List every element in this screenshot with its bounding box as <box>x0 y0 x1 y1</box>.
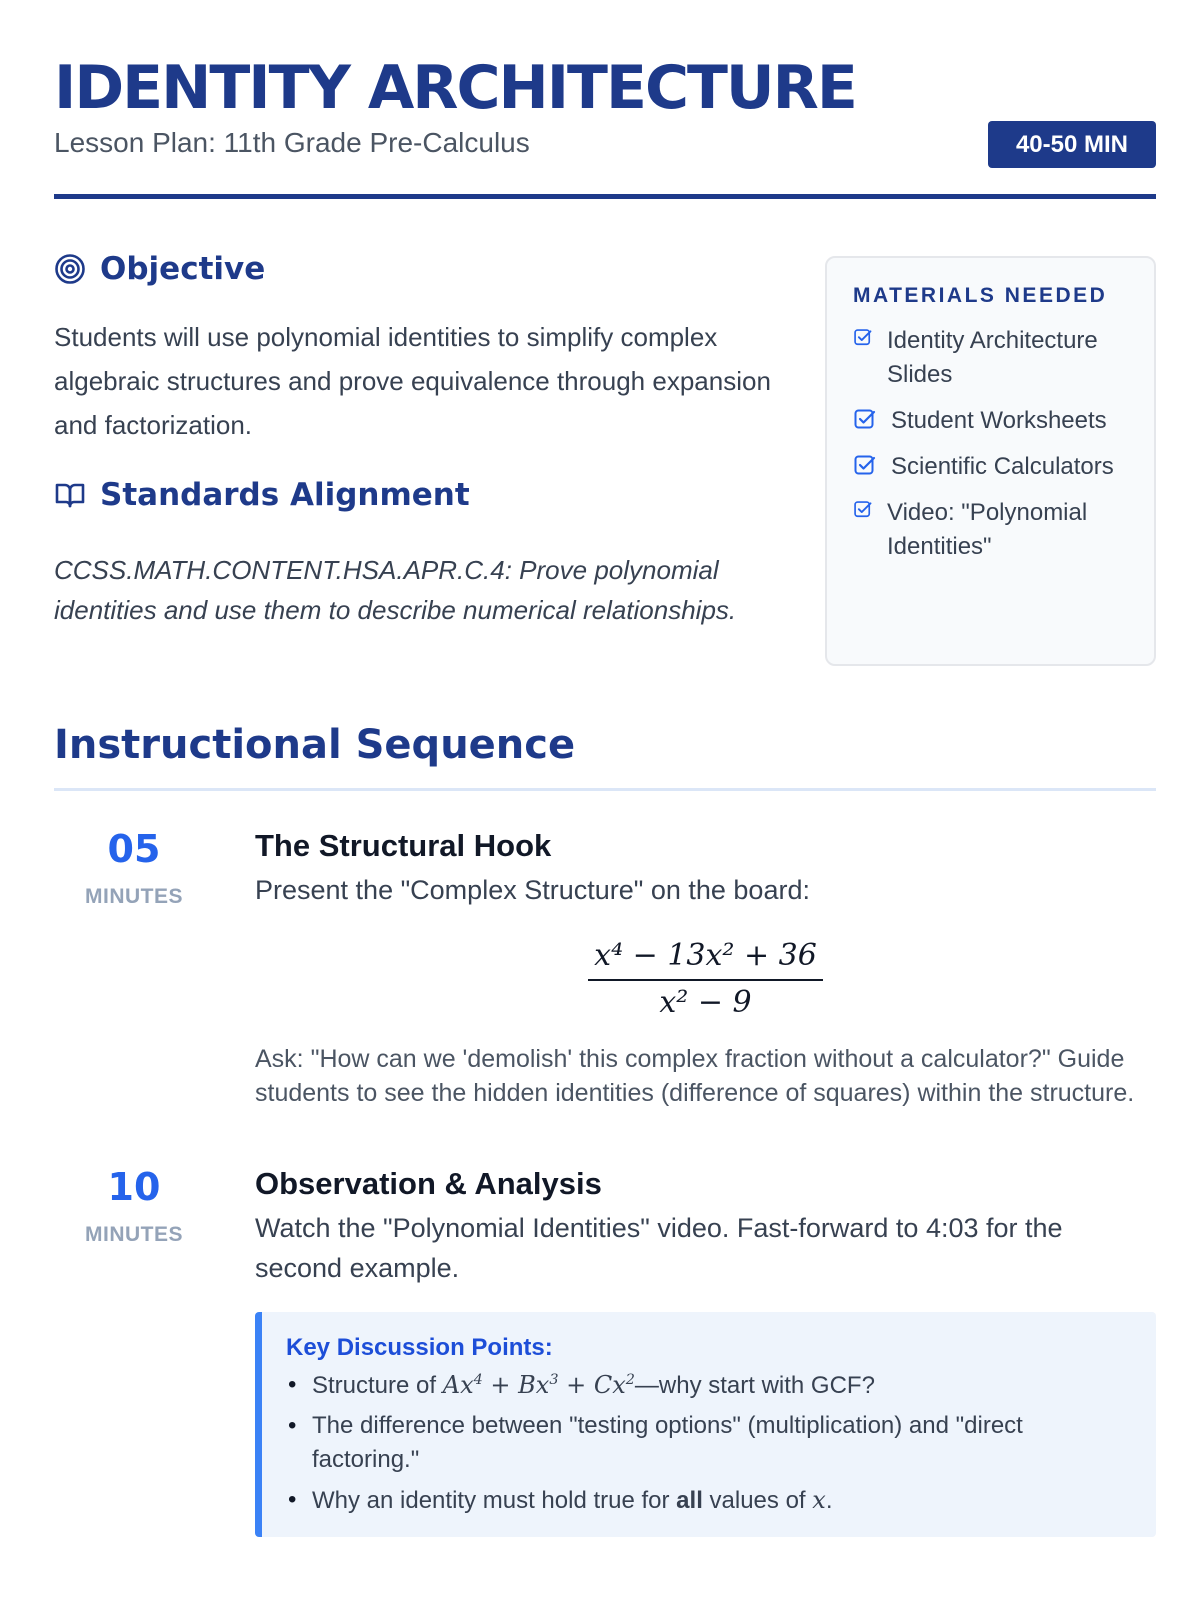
step-minutes: 10 <box>107 1165 161 1209</box>
emphasis-text: all <box>676 1487 703 1514</box>
sequence-title: Instructional Sequence <box>54 722 576 768</box>
material-item <box>853 450 1128 484</box>
standards-heading-label: Standards Alignment <box>100 477 470 513</box>
step-text: Watch the "Polynomial Identities" video. Fast-forward to 4:03 for the second example. <box>255 1213 1063 1283</box>
checkbox-checked-icon <box>853 500 873 520</box>
discussion-callout <box>255 1312 1156 1537</box>
complex-fraction <box>255 938 1156 1020</box>
checkbox-checked-icon <box>853 408 877 432</box>
material-item-label: Identity Architecture Slides <box>887 327 1098 388</box>
materials-title: MATERIALS NEEDED <box>853 284 1108 307</box>
step-minutes: 05 <box>107 827 161 871</box>
fraction-numerator: x⁴ − 13x² + 36 <box>588 938 823 981</box>
list-item-text: —why start with GCF? <box>634 1372 875 1399</box>
step-minutes-unit: MINUTES <box>85 1223 183 1246</box>
step-body <box>255 826 1156 1107</box>
material-item <box>853 324 1128 392</box>
objective-text: Students will use polynomial identities to simplify complex algebraic structures and prove equivalence through expansion and factorization. <box>54 322 771 440</box>
list-item-text: values of <box>709 1487 806 1514</box>
step-text: Present the "Complex Structure" on the board: <box>255 875 810 905</box>
checkbox-checked-icon <box>853 328 873 348</box>
header-divider <box>54 194 1156 199</box>
target-icon <box>54 253 86 285</box>
duration-badge: 40-50 MIN <box>988 121 1156 168</box>
list-item: • The difference between "testing options" (multiplication) and "direct factoring." <box>286 1409 1132 1477</box>
sequence-divider <box>54 788 1156 791</box>
objective-heading-label: Objective <box>100 251 266 287</box>
callout-title: Key Discussion Points: <box>286 1334 553 1361</box>
step-title: The Structural Hook <box>255 828 552 863</box>
book-icon <box>54 479 86 511</box>
math-variable: x <box>812 1486 826 1514</box>
page-title: IDENTITY ARCHITECTURE <box>54 53 856 123</box>
list-item-text: Why an identity must hold true for <box>312 1487 670 1514</box>
standards-heading <box>54 477 470 513</box>
material-item <box>853 496 1128 564</box>
step-body <box>255 1164 1156 1514</box>
math-expression: $Ax^4 + Bx^3 + Cx^2$ <box>442 1371 635 1399</box>
material-item-label: Video: "Polynomial Identities" <box>887 499 1088 560</box>
fraction-denominator: x² − 9 <box>659 985 752 1020</box>
discussion-points-list <box>286 1368 1132 1518</box>
page-subtitle: Lesson Plan: 11th Grade Pre-Calculus <box>54 127 530 158</box>
materials-panel <box>825 256 1156 666</box>
material-item-label: Scientific Calculators <box>891 453 1114 480</box>
material-item-label: Student Worksheets <box>891 407 1107 434</box>
step-title: Observation & Analysis <box>255 1166 602 1201</box>
material-item <box>853 404 1128 438</box>
list-item: • Why an identity must hold true for all values of x. <box>286 1483 1132 1518</box>
standards-text: CCSS.MATH.CONTENT.HSA.APR.C.4: Prove polynomial identities and use them to describe numerical relationships. <box>54 555 737 625</box>
list-item: • Structure of $Ax^4 + Bx^3$ + $Cx^2—why$ start with GCF? <box>286 1368 1132 1403</box>
objective-heading <box>54 251 265 287</box>
step-note: Ask: "How can we 'demolish' this complex fraction without a calculator?" Guide students to see the hidden identities (difference of squares) within the structure. <box>255 1045 1135 1107</box>
step-minutes-unit: MINUTES <box>85 885 183 908</box>
checkbox-checked-icon <box>853 454 877 478</box>
